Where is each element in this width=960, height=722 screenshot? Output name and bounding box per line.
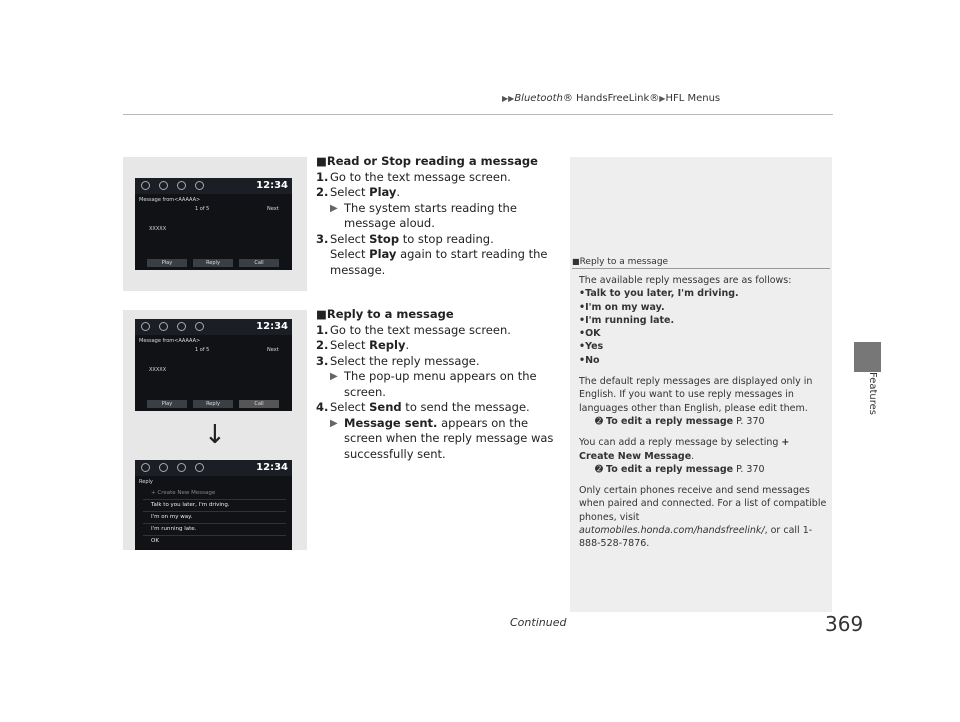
cross-reference[interactable]: ➋ To edit a reply message P. 370 xyxy=(595,463,765,475)
favorite-icon xyxy=(177,463,186,472)
message-screen xyxy=(135,319,292,411)
favorite-icon xyxy=(177,322,186,331)
call-button[interactable]: Call xyxy=(239,259,279,267)
reply-bullet: •Talk to you later, I'm driving. xyxy=(579,288,739,300)
message-body: XXXXX xyxy=(149,226,167,232)
reply-button[interactable]: Reply xyxy=(193,259,233,267)
sidebar-note xyxy=(570,157,832,612)
sidebar-paragraph: The default reply messages are displayed only in English. If you want to use reply messages in languages other than English, please edit them. xyxy=(579,376,813,414)
reply-bullet: •OK xyxy=(579,328,601,340)
triangle-icon: ▶▶ xyxy=(502,94,515,103)
step-continued: Select Play again to start reading the message. xyxy=(330,247,548,277)
phone-icon xyxy=(141,181,150,190)
reply-screen xyxy=(135,460,292,550)
phone-icon xyxy=(141,322,150,331)
play-button[interactable]: Play xyxy=(147,400,187,408)
message-counter: 1 of 5 xyxy=(195,347,210,353)
section-heading: ■Read or Stop reading a message xyxy=(316,154,538,168)
step-result: ▶ Message sent. appears on the screen when the reply message was successfully sent. xyxy=(330,415,554,461)
sidebar-body xyxy=(579,274,827,551)
next-button[interactable]: Next xyxy=(267,347,279,353)
section-tab-label: Features xyxy=(867,372,878,415)
status-bar xyxy=(135,178,292,194)
sidebar-intro: The available reply messages are as follows: xyxy=(579,275,792,286)
message-counter: 1 of 5 xyxy=(195,206,210,212)
next-button[interactable]: Next xyxy=(267,206,279,212)
status-bar xyxy=(135,319,292,335)
reply-option[interactable]: Talk to you later, I'm driving. xyxy=(143,500,286,512)
sidebar-paragraph: You can add a reply message by selecting + Create New Message. xyxy=(579,437,790,462)
ref-icon: ➋ xyxy=(595,463,606,475)
step-result: ▶ The pop-up menu appears on the screen. xyxy=(330,369,537,399)
reply-bullet: •I'm running late. xyxy=(579,314,675,326)
message-body: XXXXX xyxy=(149,367,167,373)
result-arrow-icon: ▶ xyxy=(330,417,338,429)
reply-option[interactable]: I'm on my way. xyxy=(143,512,286,524)
reply-bullet: •No xyxy=(579,354,600,366)
siri-icon xyxy=(195,463,204,472)
reply-option[interactable]: I'm running late. xyxy=(143,524,286,536)
step: 3. Select Stop to stop reading. xyxy=(316,231,494,246)
reply-option[interactable]: + Create New Message xyxy=(143,488,286,500)
favorite-icon xyxy=(177,181,186,190)
website-link[interactable]: automobiles.honda.com/handsfreelink/ xyxy=(579,525,765,537)
message-title: Message from<AAAAA> xyxy=(139,197,201,203)
message-screen xyxy=(135,178,292,270)
breadcrumb-hfl: ® HandsFreeLink® xyxy=(562,93,660,104)
reply-option[interactable]: OK xyxy=(151,538,159,544)
step: 3. Select the reply message. xyxy=(316,353,480,368)
step: 4. Select Send to send the message. xyxy=(316,400,530,414)
step-result: ▶ The system starts reading the message aloud. xyxy=(330,200,517,230)
section-reply xyxy=(316,307,566,462)
status-bar xyxy=(135,460,292,476)
reply-button[interactable]: Reply xyxy=(193,400,233,408)
siri-icon xyxy=(195,322,204,331)
down-arrow-icon: ↓ xyxy=(204,420,226,450)
section-read-stop xyxy=(316,154,566,278)
message-icon xyxy=(159,322,168,331)
reply-bullet: •Yes xyxy=(579,341,604,353)
breadcrumb-bluetooth: Bluetooth xyxy=(514,93,563,104)
sidebar-divider xyxy=(572,268,830,269)
header-divider xyxy=(123,114,833,115)
sidebar-heading: ■Reply to a message xyxy=(572,257,669,267)
triangle-icon: ▶ xyxy=(659,94,666,103)
sidebar-paragraph: Only certain phones receive and send messages when paired and connected. For a list of compatible phones, visit automobiles.honda.com/handsfreelink/, or call 1-888-528-7876. xyxy=(579,485,827,550)
message-icon xyxy=(159,463,168,472)
message-icon xyxy=(159,181,168,190)
clock: 12:34 xyxy=(256,180,288,191)
breadcrumb xyxy=(502,93,720,104)
page-number: 369 xyxy=(825,612,864,636)
play-button[interactable]: Play xyxy=(147,259,187,267)
cross-reference[interactable]: ➋ To edit a reply message P. 370 xyxy=(595,415,765,427)
step: 1. Go to the text message screen. xyxy=(316,322,511,337)
section-tab-marker xyxy=(854,342,881,372)
siri-icon xyxy=(195,181,204,190)
step: 2. Select Reply. xyxy=(316,338,410,352)
breadcrumb-menus: HFL Menus xyxy=(665,93,721,104)
reply-title: Reply xyxy=(139,479,153,485)
screenshot-frame-read xyxy=(123,157,307,291)
phone-icon xyxy=(141,463,150,472)
step: 2. Select Play. xyxy=(316,185,401,199)
section-heading: ■Reply to a message xyxy=(316,307,454,321)
reply-bullet: •I'm on my way. xyxy=(579,301,665,313)
continued-label: Continued xyxy=(510,616,567,629)
message-title: Message from<AAAAA> xyxy=(139,338,201,344)
result-arrow-icon: ▶ xyxy=(330,202,338,214)
step: 1. Go to the text message screen. xyxy=(316,169,511,184)
result-arrow-icon: ▶ xyxy=(330,371,338,382)
clock: 12:34 xyxy=(256,321,288,332)
clock: 12:34 xyxy=(256,462,288,473)
ref-icon: ➋ xyxy=(595,415,606,427)
call-button[interactable]: Call xyxy=(239,400,279,408)
